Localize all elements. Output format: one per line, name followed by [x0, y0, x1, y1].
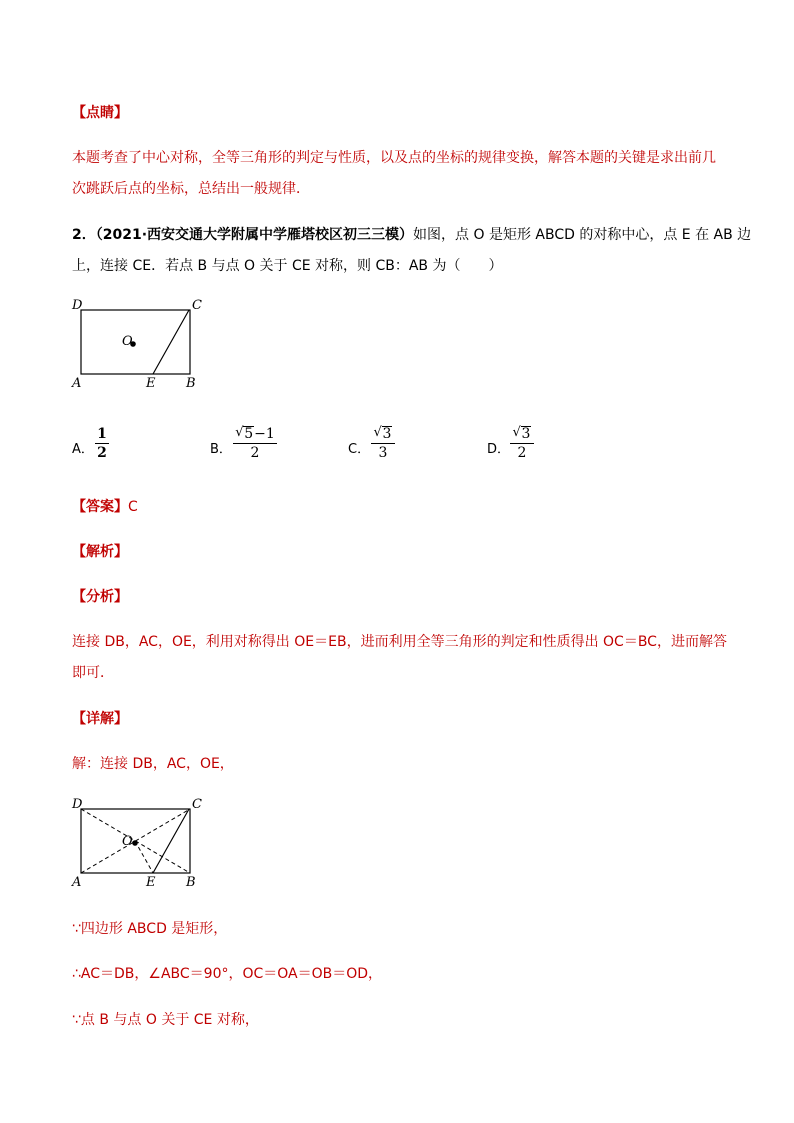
answer-value: C — [128, 499, 138, 515]
question-number: 2． — [72, 227, 96, 243]
label-o-2: O — [122, 834, 133, 849]
option-a-num: 1 — [97, 426, 107, 442]
option-a-den: 2 — [97, 445, 107, 461]
option-b-num: √ 5−1 — [235, 425, 275, 442]
label-e-2: E — [146, 875, 156, 890]
answer-line — [72, 498, 138, 516]
dianjing-line-1: 本题考查了中心对称，全等三角形的判定与性质，以及点的坐标的规律变换，解答本题的关键是求出前几 — [72, 150, 716, 166]
option-a-fraction — [95, 426, 109, 461]
analysis-line-2: 即可． — [72, 665, 114, 681]
question-text-1: 如图，点 O 是矩形 ABCD 的对称中心，点 E 在 AB 边 — [413, 227, 752, 243]
option-c-den: 3 — [378, 445, 388, 461]
label-b: B — [186, 376, 196, 391]
label-d-2: D — [72, 797, 83, 812]
question-line-1 — [72, 226, 751, 244]
rectangle-abcd — [81, 310, 190, 374]
label-b-2: B — [186, 875, 196, 890]
detail-step-1: ∵四边形 ABCD 是矩形， — [72, 921, 228, 937]
option-a-label: A． — [72, 442, 94, 457]
option-c-label: C． — [348, 442, 371, 457]
option-b-den: 2 — [250, 445, 260, 461]
option-b-label: B． — [210, 442, 232, 457]
point-o-2 — [132, 840, 138, 846]
label-d: D — [72, 298, 83, 313]
rectangle-figure — [66, 296, 216, 391]
answer-heading: 【答案】 — [72, 499, 128, 515]
label-o: O — [122, 334, 133, 349]
label-a-2: A — [72, 875, 82, 890]
xiangjie-heading: 【详解】 — [72, 711, 128, 727]
option-c-fraction — [371, 426, 395, 461]
question-line-2: 上，连接 CE．若点 B 与点 O 关于 CE 对称，则 CB：AB 为（ ） — [72, 258, 503, 274]
analysis-line-1: 连接 DB，AC，OE，利用对称得出 OE＝EB，进而利用全等三角形的判定和性质得出 OC＝BC，进而解答 — [72, 634, 727, 650]
label-e: E — [146, 376, 156, 391]
option-d-num: √ 3 — [512, 425, 531, 442]
label-c-2: C — [192, 797, 202, 812]
detail-step-2: ∴AC＝DB，∠ABC＝90°，OC＝OA＝OB＝OD， — [72, 966, 383, 982]
fenxi-heading: 【分析】 — [72, 589, 128, 605]
detail-step-3: ∵点 B 与点 O 关于 CE 对称， — [72, 1012, 259, 1028]
option-c-num: √ 3 — [373, 425, 392, 442]
segment-ce-2 — [153, 809, 189, 873]
rectangle-figure-with-diagonals — [66, 795, 216, 890]
option-d-fraction — [510, 426, 534, 461]
option-d-den: 2 — [517, 445, 527, 461]
option-b-fraction — [233, 426, 277, 461]
label-c: C — [192, 298, 202, 313]
detail-line-1: 解：连接 DB，AC，OE， — [72, 756, 234, 772]
dianjing-line-2: 次跳跃后点的坐标，总结出一般规律． — [72, 181, 310, 197]
segment-ce — [153, 310, 189, 374]
label-a: A — [72, 376, 82, 391]
option-d-label: D． — [487, 442, 511, 457]
question-source: （2021·西安交通大学附属中学雁塔校区初三三模） — [95, 227, 414, 243]
jiexi-heading: 【解析】 — [72, 544, 128, 560]
dianjing-heading: 【点睛】 — [72, 105, 128, 121]
